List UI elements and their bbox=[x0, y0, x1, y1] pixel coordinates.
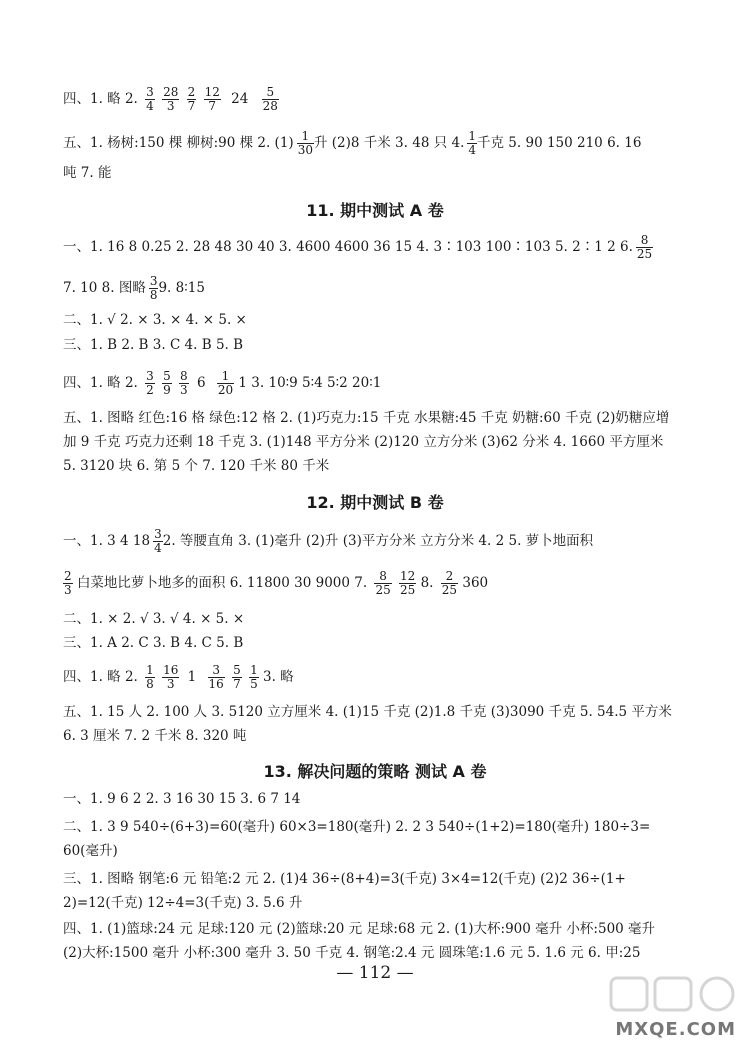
page-number: — 112 — bbox=[336, 963, 414, 983]
fraction: $\frac{1}{30}$ bbox=[297, 129, 313, 157]
answer-text: 1 3. 10∶9 5∶4 5∶2 20∶1 bbox=[238, 375, 382, 391]
answer-line: 二、1. × 2. √ 3. √ 4. × 5. × bbox=[63, 611, 245, 627]
fraction: $\frac{2}{3}$ bbox=[64, 569, 72, 597]
answer-text: 一、1. 3 4 18 bbox=[63, 533, 151, 549]
answer-line: 一、1. 9 6 2 2. 3 16 30 15 3. 6 7 14 bbox=[63, 791, 301, 807]
answer-line: 5. 3120 块 6. 第 5 个 7. 120 千米 80 千米 bbox=[63, 458, 330, 474]
fraction: $\frac{1}{4}$ bbox=[468, 129, 477, 157]
answer-text: 6 bbox=[196, 375, 206, 391]
fraction: $\frac{5}{9}$ bbox=[163, 369, 171, 397]
answer-text: 五、1. 杨树:150 棵 柳树:90 棵 2. (1) bbox=[63, 135, 294, 151]
answer-line: 五、1. 图略 红色:16 格 绿色:12 格 2. (1)巧克力:15 千克 水果糖:45 千克 奶糖:60 千克 (2)奶糖应增 bbox=[63, 410, 670, 426]
watermark-text: MXQE.COM bbox=[615, 1019, 736, 1040]
answer-text: 四、1. 略 2. bbox=[63, 375, 138, 391]
fraction: $\frac{12}{25}$ bbox=[400, 569, 416, 597]
answer-line bbox=[63, 130, 641, 157]
answer-text: 9. 8∶15 bbox=[158, 280, 205, 296]
fraction: $\frac{3}{8}$ bbox=[149, 274, 158, 302]
fraction: $\frac{3}{4}$ bbox=[154, 527, 162, 555]
answer-text: 白菜地比萝卜地多的面积 6. 11800 30 9000 7. bbox=[76, 575, 368, 591]
answer-text: 360 bbox=[462, 575, 489, 591]
fraction: $\frac{5}{28}$ bbox=[262, 85, 278, 113]
answer-text: 四、1. 略 2. bbox=[63, 91, 138, 107]
section-title: 12. 期中测试 B 卷 bbox=[306, 493, 444, 512]
answer-text: 2. 等腰直角 3. (1)毫升 (2)升 (3)平方分米 立方分米 4. 2 5. 萝卜地面积 bbox=[162, 533, 594, 549]
answer-text: 24 bbox=[231, 91, 249, 107]
fraction: $\frac{8}{25}$ bbox=[636, 233, 653, 261]
answer-line: 加 9 千克 巧克力还剩 18 千克 3. (1)148 平方分米 (2)120 立方分米 (3)62 分米 4. 1660 平方厘米 bbox=[63, 434, 664, 450]
fraction: $\frac{28}{3}$ bbox=[163, 85, 179, 113]
answer-line: 三、1. A 2. C 3. B 4. C 5. B bbox=[63, 635, 244, 651]
fraction: $\frac{12}{7}$ bbox=[204, 85, 220, 113]
answer-text: 一、1. 16 8 0.25 2. 28 48 30 40 3. 4600 4600 36 15 4. 3∶103 100∶103 5. 2∶1 2 6. bbox=[63, 239, 633, 255]
answer-line: (2)大杯:1500 毫升 小杯:300 毫升 3. 50 千克 4. 钢笔:2.4 元 圆珠笔:1.6 元 5. 1.6 元 6. 甲:25 bbox=[63, 945, 641, 961]
answer-text: 8. bbox=[420, 575, 434, 591]
answer-text: 3. 略 bbox=[263, 669, 294, 685]
fraction: $\frac{1}{5}$ bbox=[250, 663, 258, 691]
answer-line bbox=[63, 370, 381, 397]
fraction: $\frac{2}{25}$ bbox=[441, 569, 458, 597]
answer-text: 7. 10 8. 图略 bbox=[63, 280, 146, 296]
answer-line bbox=[63, 275, 205, 302]
fraction: $\frac{3}{16}$ bbox=[208, 663, 224, 691]
answer-line: 五、1. 15 人 2. 100 人 3. 5120 立方厘米 4. (1)15 千克 (2)1.8 千克 (3)3090 千克 5. 54.5 平方米 bbox=[63, 704, 672, 720]
answer-line: 2)=12(千克) 12÷4=3(千克) 3. 5.6 升 bbox=[63, 895, 303, 911]
answer-text: 四、1. 略 2. bbox=[63, 669, 138, 685]
answer-line: 二、1. 3 9 540÷(6+3)=60(毫升) 60×3=180(毫升) 2. 2 3 540÷(1+2)=180(毫升) 180÷3= bbox=[63, 819, 651, 835]
fraction: $\frac{3}{2}$ bbox=[146, 369, 154, 397]
answer-line: 四、1. (1)篮球:24 元 足球:120 元 (2)篮球:20 元 足球:68 元 2. (1)大杯:900 毫升 小杯:500 毫升 bbox=[63, 921, 656, 937]
fraction: $\frac{16}{3}$ bbox=[163, 663, 179, 691]
answer-line bbox=[63, 234, 653, 261]
section-title: 13. 解决问题的策略 测试 A 卷 bbox=[263, 762, 487, 781]
fraction: $\frac{1}{8}$ bbox=[146, 663, 154, 691]
fraction: $\frac{3}{4}$ bbox=[146, 85, 154, 113]
answer-line bbox=[63, 570, 488, 597]
section-title: 11. 期中测试 A 卷 bbox=[306, 201, 444, 220]
answer-line: 三、1. B 2. B 3. C 4. B 5. B bbox=[63, 337, 244, 353]
answer-line: 吨 7. 能 bbox=[63, 165, 112, 181]
answer-line: 6. 3 厘米 7. 2 千米 8. 320 吨 bbox=[63, 728, 247, 744]
fraction: $\frac{8}{25}$ bbox=[375, 569, 391, 597]
answer-line: 二、1. √ 2. × 3. × 4. × 5. × bbox=[63, 312, 247, 328]
answer-line: 三、1. 图略 钢笔:6 元 铅笔:2 元 2. (1)4 36÷(8+4)=3(千克) 3×4=12(千克) (2)2 36÷(1+ bbox=[63, 871, 626, 887]
answer-line bbox=[63, 528, 593, 555]
answer-text: 1 bbox=[187, 669, 197, 685]
fraction: $\frac{5}{7}$ bbox=[233, 663, 241, 691]
fraction: $\frac{2}{7}$ bbox=[187, 85, 196, 113]
answer-line bbox=[63, 664, 294, 691]
answer-line bbox=[63, 86, 279, 113]
answer-text: 千克 5. 90 150 210 6. 16 bbox=[477, 135, 642, 151]
answer-text: 升 (2)8 千米 3. 48 只 4. bbox=[313, 135, 465, 151]
answer-line: 60(毫升) bbox=[63, 843, 118, 859]
fraction: $\frac{1}{20}$ bbox=[217, 369, 234, 397]
fraction: $\frac{8}{3}$ bbox=[180, 369, 188, 397]
